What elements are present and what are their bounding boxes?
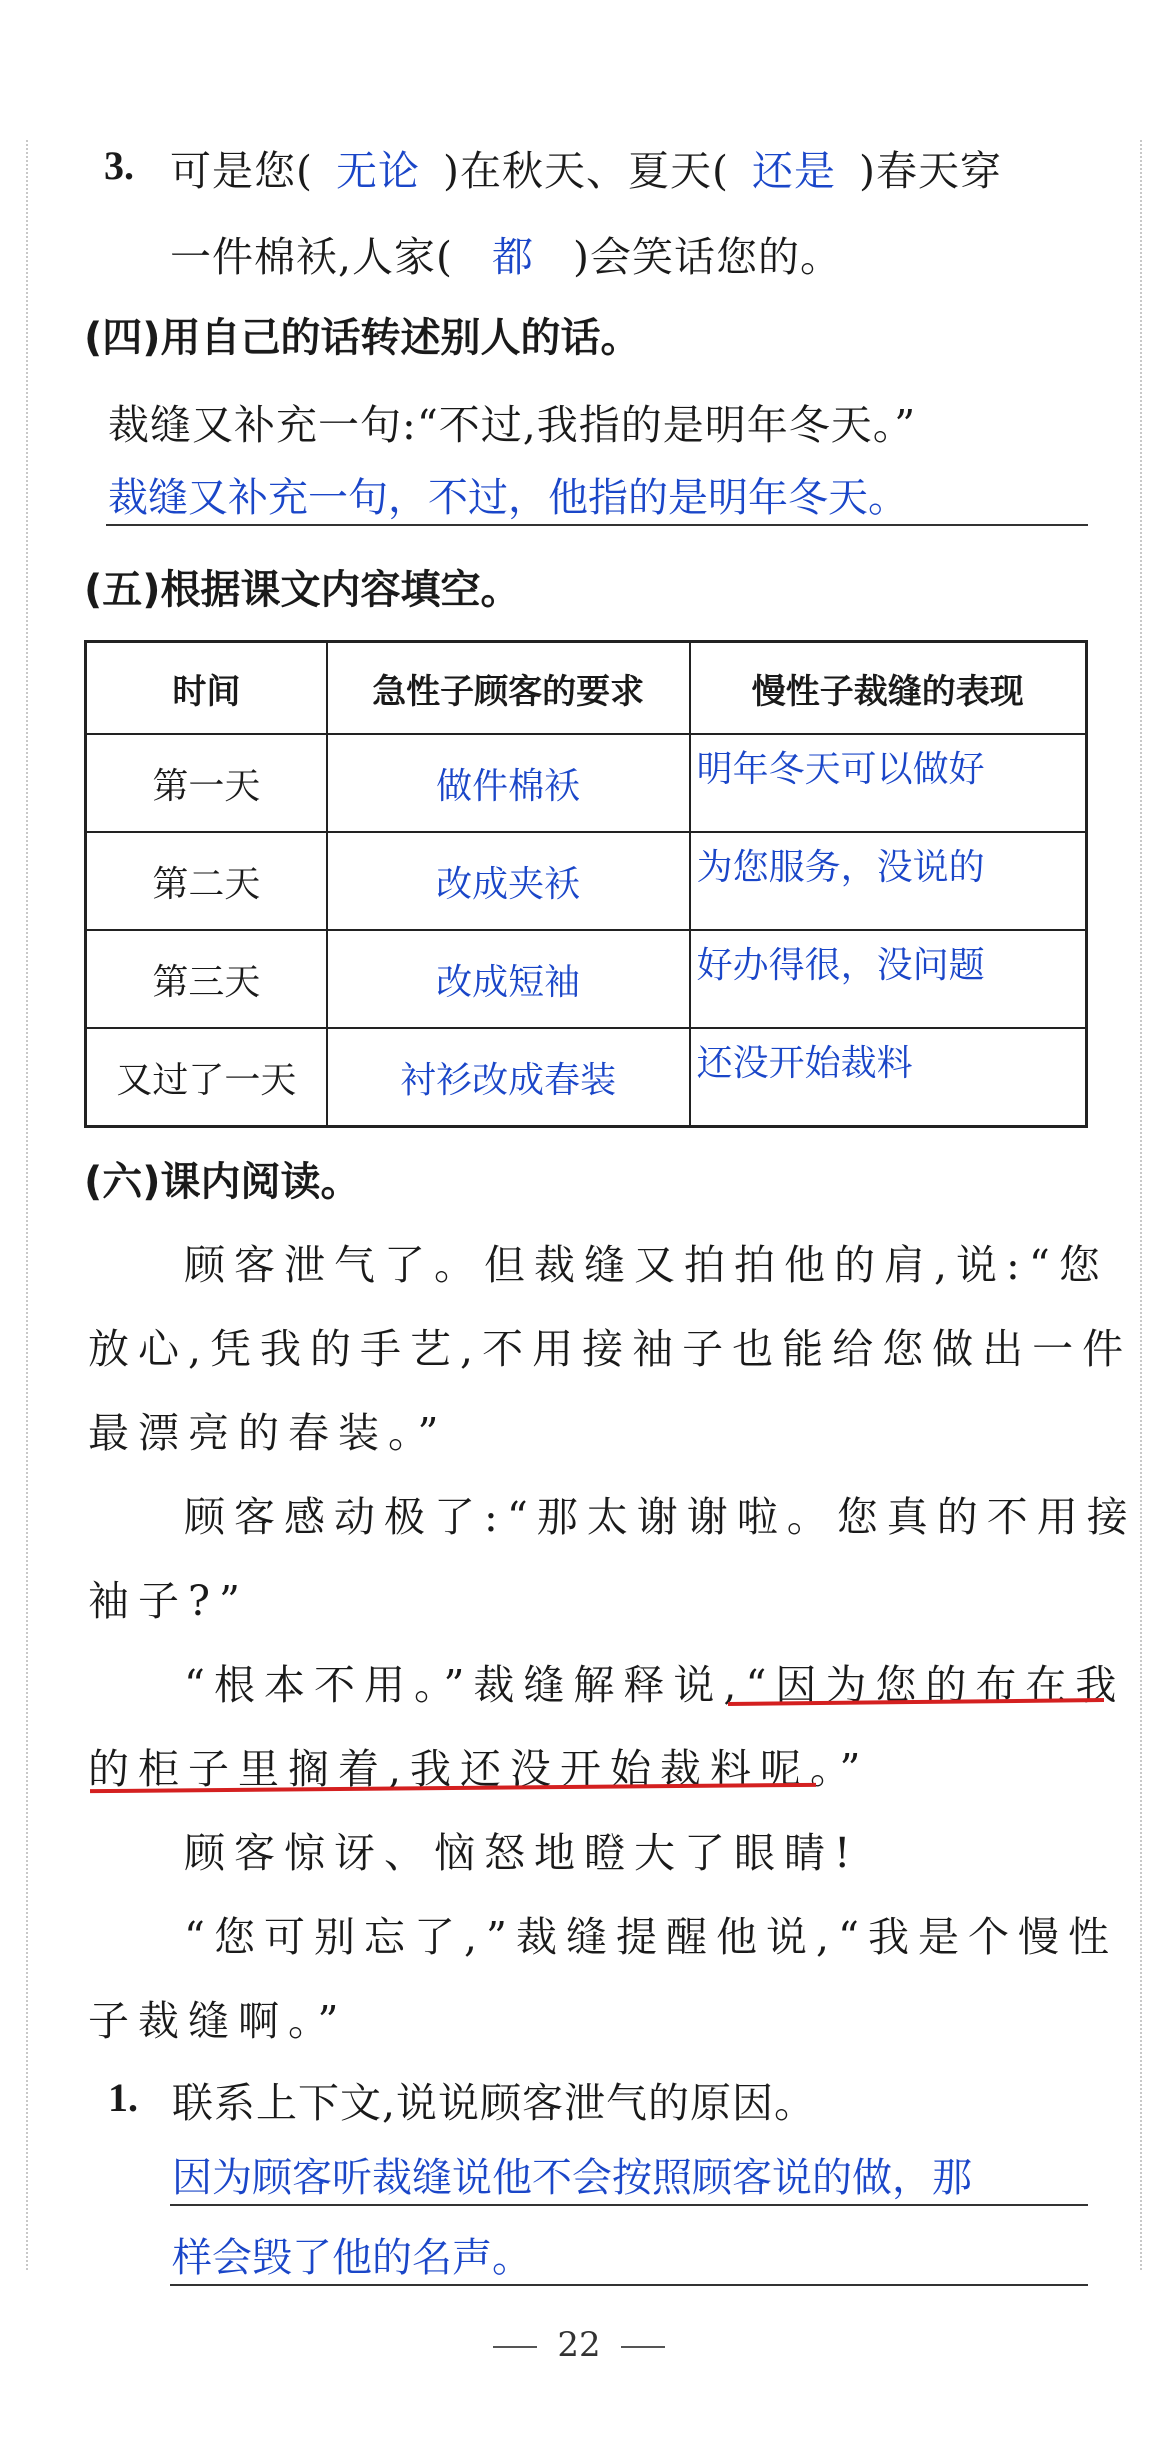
page-edge-right [1140, 140, 1142, 2270]
row2-request: 改成夹袄 [327, 832, 690, 930]
q3-seg3: )春天穿 [859, 147, 1002, 195]
section5-heading: (五)根据课文内容填空。 [84, 567, 521, 613]
row1-time: 第一天 [86, 734, 327, 832]
section4-answer: 裁缝又补充一句，不过，他指的是明年冬天。 [108, 475, 908, 521]
q3-blank1-answer: 无论 [336, 147, 420, 195]
passage-line: 最漂亮的春装。” [88, 1409, 448, 1457]
section4-heading: (四)用自己的话转述别人的话。 [84, 315, 641, 361]
table-header-row [86, 642, 1087, 735]
table-row [86, 832, 1087, 930]
row2-behavior: 为您服务，没说的 [690, 832, 1087, 930]
q1-question: 联系上下文,说说顾客泄气的原因。 [172, 2079, 817, 2127]
q3-seg1: 可是您( [170, 147, 313, 195]
q3-seg4: 一件棉袄,人家( [170, 233, 454, 281]
passage-line: 的柜子里搁着,我还没开始裁料呢。” [88, 1745, 870, 1793]
header-customer-request: 急性子顾客的要求 [327, 642, 690, 735]
fill-table [84, 640, 1088, 1128]
table-row [86, 930, 1087, 1028]
section4-answer-line [106, 524, 1088, 526]
q3-seg5: )会笑话您的。 [573, 233, 843, 281]
page-edge-left [26, 140, 28, 2270]
q3-number: 3. [104, 143, 134, 188]
row4-time: 又过了一天 [86, 1028, 327, 1127]
q1-answer-line1: 因为顾客听裁缝说他不会按照顾客说的做，那 [172, 2155, 972, 2201]
row4-behavior: 还没开始裁料 [690, 1028, 1087, 1127]
row1-behavior: 明年冬天可以做好 [690, 734, 1087, 832]
page-number: 22 [557, 2325, 601, 2365]
passage-line: 顾客感动极了:“那太谢谢啦。您真的不用接 [184, 1493, 1137, 1541]
table-row [86, 734, 1087, 832]
row1-request: 做件棉袄 [327, 734, 690, 832]
q3-blank2-answer: 还是 [752, 147, 836, 195]
q3-seg2: )在秋天、夏天( [443, 147, 729, 195]
q1-answer-rule2 [170, 2284, 1088, 2286]
header-tailor-behavior: 慢性子裁缝的表现 [690, 642, 1087, 735]
q3-line2 [170, 224, 842, 283]
row3-time: 第三天 [86, 930, 327, 1028]
footer-dash-right [621, 2346, 665, 2348]
passage-line: 袖子?” [88, 1577, 249, 1625]
row2-time: 第二天 [86, 832, 327, 930]
q1-number: 1. [108, 2075, 138, 2120]
passage-line: 顾客惊讶、恼怒地瞪大了眼睛! [184, 1829, 860, 1877]
page-footer [0, 2325, 1158, 2365]
passage-line: “您可别忘了,”裁缝提醒他说,“我是个慢性 [184, 1913, 1118, 1961]
table-row [86, 1028, 1087, 1127]
section4-quote: 裁缝又补充一句:“不过,我指的是明年冬天。” [108, 401, 917, 449]
passage-line: 顾客泄气了。但裁缝又拍拍他的肩,说:“您 [184, 1241, 1109, 1289]
passage-line: “根本不用。”裁缝解释说,“因为您的布在我 [184, 1661, 1126, 1709]
header-time: 时间 [86, 642, 327, 735]
q1-answer-rule1 [170, 2204, 1088, 2206]
footer-dash-left [493, 2346, 537, 2348]
row3-request: 改成短袖 [327, 930, 690, 1028]
q3-blank3-answer: 都 [492, 233, 535, 281]
row3-behavior: 好办得很，没问题 [690, 930, 1087, 1028]
passage-line: 子裁缝啊。” [88, 1997, 348, 2045]
q1-answer-line2: 样会毁了他的名声。 [172, 2235, 532, 2281]
section6-heading: (六)课内阅读。 [84, 1159, 361, 1205]
row4-request: 衬衫改成春装 [327, 1028, 690, 1127]
q3-line1 [170, 138, 1002, 197]
passage-line: 放心,凭我的手艺,不用接袖子也能给您做出一件 [88, 1325, 1133, 1373]
